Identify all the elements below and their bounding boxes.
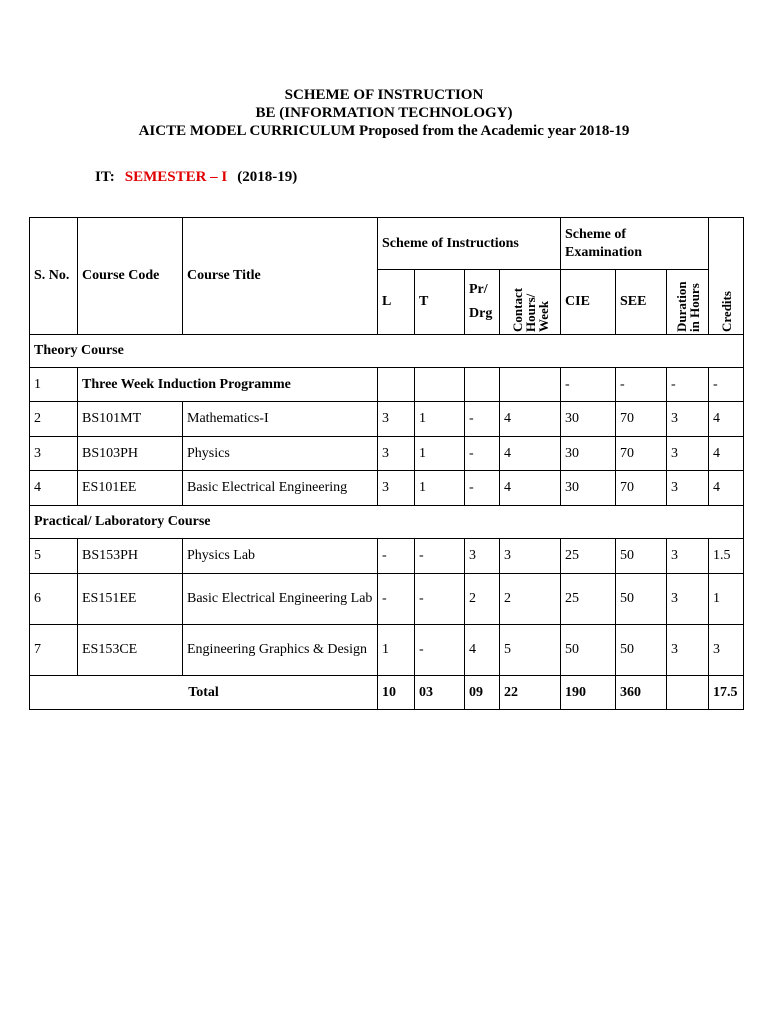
cell-code: ES153CE — [78, 625, 183, 676]
cell-credits: 4 — [709, 437, 744, 471]
cell-title: Physics Lab — [183, 539, 378, 574]
cell-cie: 30 — [561, 437, 616, 471]
total-duration — [667, 676, 709, 710]
cell-see: 70 — [616, 471, 667, 506]
cell-l — [378, 368, 415, 402]
doc-title: SCHEME OF INSTRUCTION — [284, 87, 484, 103]
cell-cie: 50 — [561, 625, 616, 676]
header-examination: Scheme of Examination — [561, 218, 709, 270]
cell-sno: 2 — [30, 402, 78, 437]
section-practical: Practical/ Laboratory Course — [30, 506, 744, 539]
cell-duration: 3 — [667, 574, 709, 625]
cell-l: 3 — [378, 471, 415, 506]
cell-t: - — [415, 539, 465, 574]
table-row — [30, 368, 744, 402]
cell-l: 3 — [378, 402, 415, 437]
total-credits: 17.5 — [709, 676, 744, 710]
header-code: Course Code — [78, 218, 183, 335]
cell-code: BS101MT — [78, 402, 183, 437]
cell-sno: 7 — [30, 625, 78, 676]
cell-pr: - — [465, 471, 500, 506]
cell-see: 50 — [616, 625, 667, 676]
cell-t — [415, 368, 465, 402]
table-row — [30, 471, 744, 506]
cell-title: Three Week Induction Programme — [78, 368, 378, 402]
cell-title: Basic Electrical Engineering Lab — [183, 574, 378, 625]
cell-t: 1 — [415, 437, 465, 471]
total-l: 10 — [378, 676, 415, 710]
cell-cie: 25 — [561, 539, 616, 574]
cell-sno: 3 — [30, 437, 78, 471]
header-contact-2: Hours/ — [523, 293, 538, 332]
cell-pr: 4 — [465, 625, 500, 676]
cell-t: - — [415, 625, 465, 676]
cell-duration: - — [667, 368, 709, 402]
cell-contact: 3 — [500, 539, 561, 574]
table-row — [30, 574, 744, 625]
cell-credits: 4 — [709, 402, 744, 437]
cell-see: 70 — [616, 437, 667, 471]
cell-contact: 4 — [500, 402, 561, 437]
cell-t: 1 — [415, 402, 465, 437]
header-pr: Pr/ — [469, 282, 488, 297]
cell-pr: 2 — [465, 574, 500, 625]
header-contact-1: Contact — [510, 287, 525, 332]
cell-credits: - — [709, 368, 744, 402]
cell-contact: 4 — [500, 471, 561, 506]
table-row — [30, 539, 744, 574]
header-cie: CIE — [561, 270, 616, 335]
header-blank — [709, 218, 744, 270]
section-theory: Theory Course — [30, 335, 744, 368]
cell-credits: 1.5 — [709, 539, 744, 574]
cell-pr: - — [465, 402, 500, 437]
cell-l: 1 — [378, 625, 415, 676]
header-credits — [709, 270, 744, 335]
cell-duration: 3 — [667, 539, 709, 574]
cell-t: - — [415, 574, 465, 625]
cell-title: Basic Electrical Engineering — [183, 471, 378, 506]
header-contact — [500, 270, 561, 335]
cell-code: BS153PH — [78, 539, 183, 574]
total-cie: 190 — [561, 676, 616, 710]
total-t: 03 — [415, 676, 465, 710]
header-contact-3: Week — [536, 300, 551, 332]
cell-duration: 3 — [667, 402, 709, 437]
cell-pr — [465, 368, 500, 402]
semester-label: SEMESTER – I — [124, 169, 228, 185]
cell-title: Mathematics-I — [183, 402, 378, 437]
header-pr-drg — [465, 270, 500, 335]
table-row — [30, 437, 744, 471]
cell-duration: 3 — [667, 625, 709, 676]
semester-prefix: IT: — [95, 169, 115, 185]
semester-year: (2018-19) — [237, 169, 298, 185]
cell-see: 70 — [616, 402, 667, 437]
header-title: Course Title — [183, 218, 378, 335]
cell-l: - — [378, 574, 415, 625]
cell-t: 1 — [415, 471, 465, 506]
header-sno: S. No. — [30, 218, 78, 335]
cell-sno: 1 — [30, 368, 78, 402]
cell-sno: 5 — [30, 539, 78, 574]
total-see: 360 — [616, 676, 667, 710]
cell-code: ES101EE — [78, 471, 183, 506]
cell-see: 50 — [616, 539, 667, 574]
scheme-table — [29, 217, 744, 710]
cell-l: - — [378, 539, 415, 574]
cell-credits: 3 — [709, 625, 744, 676]
header-duration-1: Duration — [673, 281, 689, 332]
total-row — [30, 676, 744, 710]
cell-cie: 25 — [561, 574, 616, 625]
total-pr: 09 — [465, 676, 500, 710]
header-duration — [667, 270, 709, 335]
header-instructions: Scheme of Instructions — [378, 218, 561, 270]
cell-pr: - — [465, 437, 500, 471]
semester-line — [95, 168, 297, 187]
cell-cie: 30 — [561, 402, 616, 437]
header-duration-2: in Hours — [686, 283, 702, 332]
cell-sno: 6 — [30, 574, 78, 625]
cell-code: ES151EE — [78, 574, 183, 625]
cell-see: 50 — [616, 574, 667, 625]
cell-contact: 4 — [500, 437, 561, 471]
cell-l: 3 — [378, 437, 415, 471]
doc-curriculum: AICTE MODEL CURRICULUM Proposed from the Academic year 2018-19 — [138, 123, 630, 139]
cell-cie: 30 — [561, 471, 616, 506]
cell-contact: 2 — [500, 574, 561, 625]
total-contact: 22 — [500, 676, 561, 710]
header-credits-1: Credits — [719, 291, 735, 332]
cell-pr: 3 — [465, 539, 500, 574]
cell-duration: 3 — [667, 437, 709, 471]
cell-credits: 4 — [709, 471, 744, 506]
cell-contact — [500, 368, 561, 402]
cell-title: Engineering Graphics & Design — [183, 625, 378, 676]
total-label: Total — [30, 676, 378, 710]
header-l: L — [378, 270, 415, 335]
header-drg: Drg — [469, 306, 493, 321]
table-row — [30, 402, 744, 437]
header-t: T — [415, 270, 465, 335]
cell-see: - — [616, 368, 667, 402]
cell-sno: 4 — [30, 471, 78, 506]
header-see: SEE — [616, 270, 667, 335]
cell-title: Physics — [183, 437, 378, 471]
cell-duration: 3 — [667, 471, 709, 506]
table-row — [30, 625, 744, 676]
cell-cie: - — [561, 368, 616, 402]
cell-credits: 1 — [709, 574, 744, 625]
doc-program: BE (INFORMATION TECHNOLOGY) — [255, 105, 513, 121]
cell-contact: 5 — [500, 625, 561, 676]
cell-code: BS103PH — [78, 437, 183, 471]
